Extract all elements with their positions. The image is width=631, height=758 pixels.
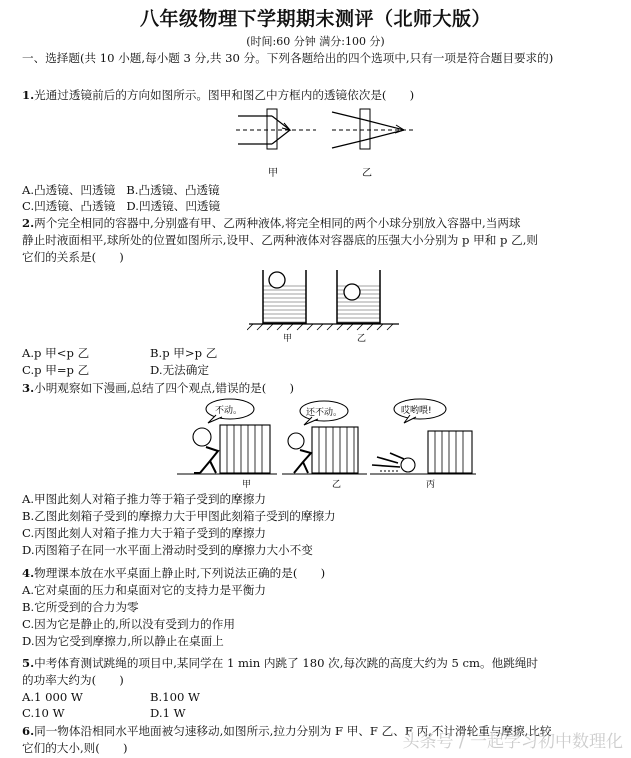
speech-bubble-3: 哎哟喂! bbox=[401, 406, 432, 416]
question-number: 6. bbox=[22, 724, 35, 738]
figure-label-jia: 甲 bbox=[242, 480, 252, 490]
figure-label-jia: 甲 bbox=[268, 168, 278, 179]
question-2-stem-line2: 静止时液面相平,球所处的位置如图所示,设甲、乙两种液体对容器底的压强大小分别为 p 甲和 p 乙,则 bbox=[22, 233, 538, 247]
question-number: 3. bbox=[22, 381, 35, 395]
question-1-stem bbox=[22, 87, 414, 103]
page-title: 八年级物理下学期期末测评（北师大版） bbox=[139, 8, 491, 30]
figure-label-yi: 乙 bbox=[332, 480, 342, 490]
option-d[interactable]: D.1 W bbox=[150, 706, 186, 720]
figure-label-bing: 丙 bbox=[426, 480, 436, 490]
question-2-stem-line1 bbox=[22, 215, 521, 231]
question-number: 5. bbox=[22, 656, 35, 670]
watermark: 头条号 / 一起学习初中数理化 bbox=[402, 732, 623, 752]
question-5-stem-line2: 的功率大约为( ) bbox=[22, 673, 124, 687]
question-1-options-row2 bbox=[22, 198, 220, 214]
option-b[interactable]: B.凸透镜、凸透镜 bbox=[126, 183, 220, 197]
option-a[interactable]: A.凸透镜、凹透镜 bbox=[22, 183, 116, 197]
section-heading: 一、选择题(共 10 小题,每小题 3 分,共 30 分。下列各题给出的四个选项中,只有一项是符合题目要求的) bbox=[22, 51, 554, 65]
option-c[interactable]: C.丙图此刻人对箱子推力大于箱子受到的摩擦力 bbox=[22, 526, 267, 540]
option-b[interactable]: B.100 W bbox=[150, 690, 200, 704]
question-number: 2. bbox=[22, 216, 35, 230]
option-c[interactable]: C.凹透镜、凸透镜 bbox=[22, 199, 116, 213]
question-text: 光通过透镜前后的方向如图所示。图甲和图乙中方框内的透镜依次是( ) bbox=[34, 88, 415, 102]
question-text: 物理课本放在水平桌面上静止时,下列说法正确的是( ) bbox=[34, 566, 326, 580]
question-5-stem-line1 bbox=[22, 655, 538, 671]
option-d[interactable]: D.丙图箱子在同一水平面上滑动时受到的摩擦力大小不变 bbox=[22, 543, 313, 557]
container-diagram bbox=[247, 268, 402, 342]
question-3-stem bbox=[22, 380, 294, 396]
question-1-options-row1 bbox=[22, 182, 220, 198]
lens-diagram bbox=[228, 104, 418, 182]
exam-time-score: (时间:60 分钟 满分:100 分) bbox=[246, 35, 385, 48]
option-c[interactable]: C.p 甲=p 乙 bbox=[22, 363, 90, 377]
question-text: 中考体育测试跳绳的项目中,某同学在 1 min 内跳了 180 次,每次跳的高度大约为 5 cm。他跳绳时 bbox=[34, 656, 539, 670]
option-a[interactable]: A.它对桌面的压力和桌面对它的支持力是平衡力 bbox=[22, 583, 266, 597]
option-d[interactable]: D.凹透镜、凹透镜 bbox=[126, 199, 221, 213]
question-4-stem bbox=[22, 565, 325, 581]
option-a[interactable]: A.p 甲<p 乙 bbox=[22, 346, 90, 360]
option-b[interactable]: B.p 甲>p 乙 bbox=[150, 346, 218, 360]
figure-label-yi: 乙 bbox=[357, 334, 367, 342]
question-6-stem-line2: 它们的大小,则( ) bbox=[22, 741, 128, 755]
option-d[interactable]: D.无法确定 bbox=[150, 363, 209, 377]
option-b[interactable]: B.它所受到的合力为零 bbox=[22, 600, 139, 614]
speech-bubble-1: 不动。 bbox=[215, 406, 243, 416]
question-text: 同一物体沿相同水平地面被匀速移动,如图所示,拉力分别为 F 甲、F 乙、F 丙,不计滑轮重与摩擦,比较 bbox=[34, 724, 552, 738]
option-d[interactable]: D.因为它受到摩擦力,所以静止在桌面上 bbox=[22, 634, 224, 648]
question-text: 两个完全相同的容器中,分别盛有甲、乙两种液体,将完全相同的两个小球分别放入容器中,当两球 bbox=[34, 216, 521, 230]
figure-label-yi: 乙 bbox=[362, 168, 372, 179]
question-text: 小明观察如下漫画,总结了四个观点,错误的是( ) bbox=[34, 381, 294, 395]
speech-bubble-2: 还不动。 bbox=[306, 408, 343, 418]
option-c[interactable]: C.10 W bbox=[22, 706, 65, 720]
question-number: 1. bbox=[22, 88, 35, 102]
option-b[interactable]: B.乙图此刻箱子受到的摩擦力大于甲图此刻箱子受到的摩擦力 bbox=[22, 509, 336, 523]
option-a[interactable]: A.1 000 W bbox=[22, 690, 83, 704]
figure-label-jia: 甲 bbox=[283, 334, 293, 342]
question-number: 4. bbox=[22, 566, 35, 580]
pushing-box-cartoon bbox=[172, 395, 477, 490]
option-c[interactable]: C.因为它是静止的,所以没有受到力的作用 bbox=[22, 617, 235, 631]
question-2-stem-line3: 它们的关系是( ) bbox=[22, 250, 124, 264]
option-a[interactable]: A.甲图此刻人对箱子推力等于箱子受到的摩擦力 bbox=[22, 492, 266, 506]
